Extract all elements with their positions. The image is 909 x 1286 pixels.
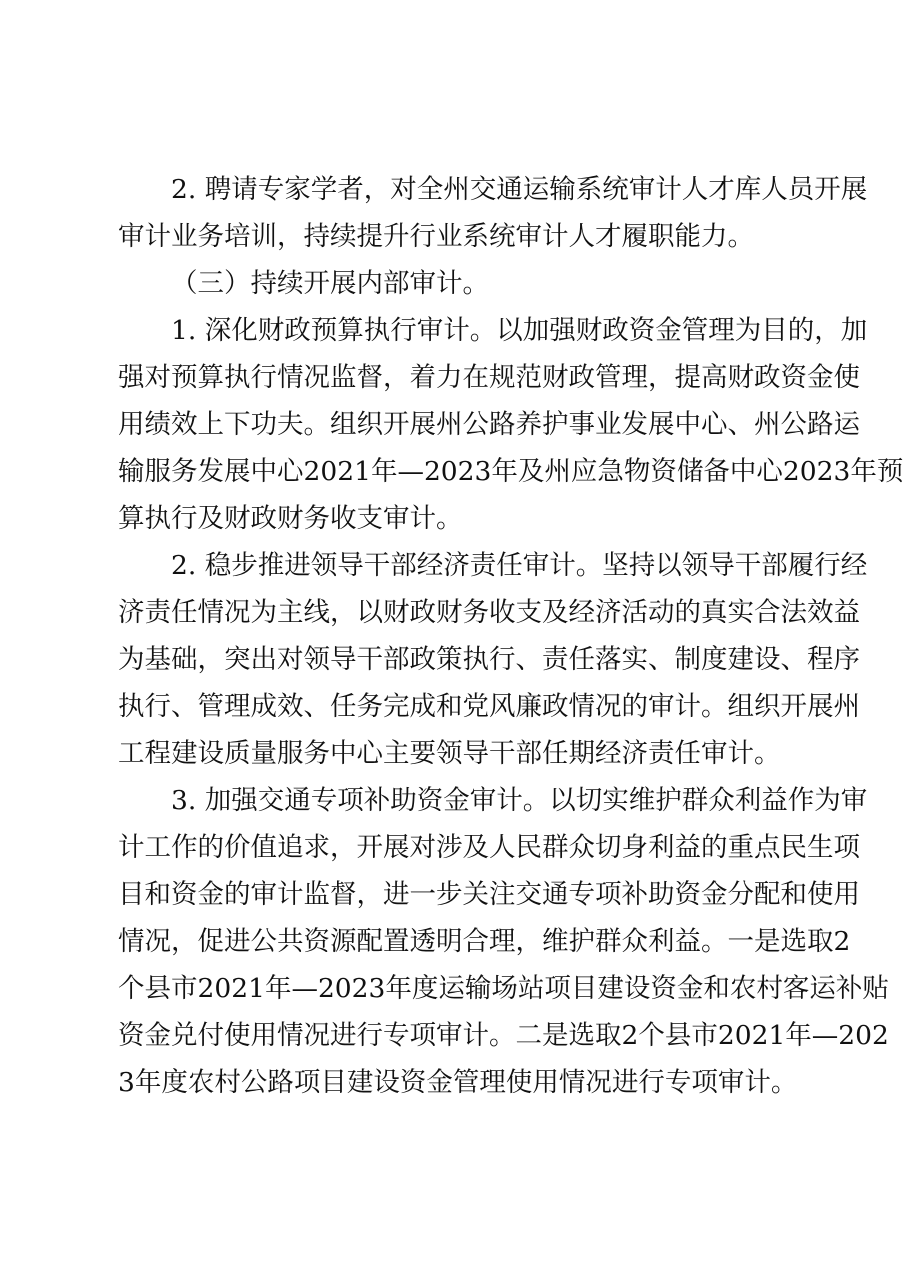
text-line: 为基础，突出对领导干部政策执行、责任落实、制度建设、程序 [118,644,860,675]
section-heading: （三）持续开展内部审计。 [171,268,489,299]
text-line: 3年度农村公路项目建设资金管理使用情况进行专项审计。 [118,1067,798,1098]
text-line: 执行、管理成效、任务完成和党风廉政情况的审计。组织开展州 [118,691,860,722]
text-line: 审计业务培训，持续提升行业系统审计人才履职能力。 [118,221,754,252]
text-line: 目和资金的审计监督，进一步关注交通专项补助资金分配和使用 [118,879,860,910]
text-line: 算执行及财政财务收支审计。 [118,503,463,534]
text-line: 2. 聘请专家学者，对全州交通运输系统审计人才库人员开展 [171,174,868,205]
text-line: 个县市2021年—2023年度运输场站项目建设资金和农村客运补贴 [118,973,889,1004]
text-line: 情况，促进公共资源配置透明合理，维护群众利益。一是选取2 [118,926,851,957]
text-line: 工程建设质量服务中心主要领导干部任期经济责任审计。 [118,738,781,769]
text-line: 2. 稳步推进领导干部经济责任审计。坚持以领导干部履行经 [171,550,868,581]
text-line: 强对预算执行情况监督，着力在规范财政管理，提高财政资金使 [118,362,860,393]
text-line: 输服务发展中心2021年—2023年及州应急物资储备中心2023年预 [118,456,904,487]
text-line: 3. 加强交通专项补助资金审计。以切实维护群众利益作为审 [171,785,868,816]
text-line: 济责任情况为主线，以财政财务收支及经济活动的真实合法效益 [118,597,860,628]
text-line: 计工作的价值追求，开展对涉及人民群众切身利益的重点民生项 [118,832,860,863]
text-line: 资金兑付使用情况进行专项审计。二是选取2个县市2021年—202 [118,1020,889,1051]
text-line: 用绩效上下功夫。组织开展州公路养护事业发展中心、州公路运 [118,409,860,440]
text-line: 1. 深化财政预算执行审计。以加强财政资金管理为目的，加 [171,315,868,346]
document-body [118,166,904,1106]
